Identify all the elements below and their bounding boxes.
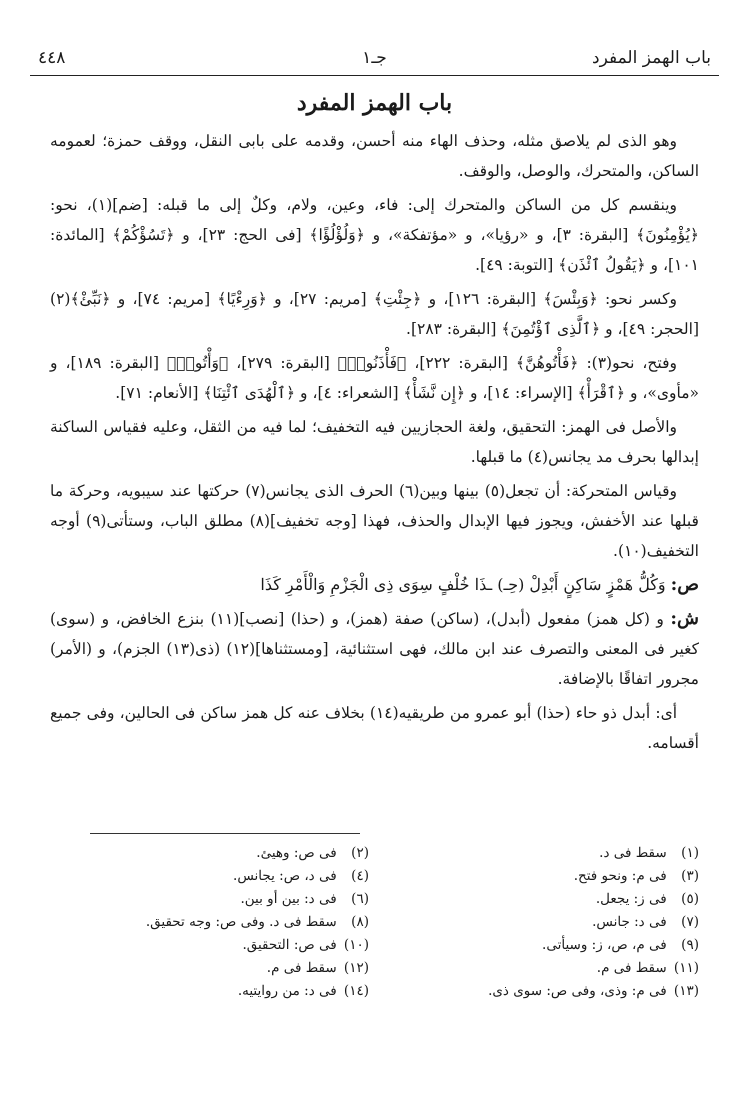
footnote: (٤) فى د، ص: يجانس.: [233, 868, 369, 884]
main-text: [50, 126, 699, 762]
verse-line: [50, 570, 699, 600]
running-header: [30, 44, 719, 74]
footnote: (١٣) فى م: وذى، وفى ص: سوى ذى.: [488, 983, 699, 999]
header-divider: [30, 75, 719, 76]
header-volume: جـ١: [362, 48, 387, 68]
paragraph-principle: والأصل فى الهمز: التحقيق، ولغة الحجازيين فيه التخفيف؛ لما فيه من الثقل، وعليه فقياس الساكنة إبدالها بحرف مد يجانس(٤) ما قبلها.: [50, 418, 699, 466]
paragraph-closing: أى: أبدل ذو حاء (حذا) أبو عمرو من طريقيه(١٤) بخلاف عنه كل همز ساكن فى الحالين، وفى جميع أقسامه.: [50, 704, 699, 752]
footnote: (٦) فى د: بين أو بين.: [240, 891, 369, 907]
footnote: (٨) سقط فى د. وفى ص: وجه تحقيق.: [145, 914, 369, 930]
footnote: (١) سقط فى د.: [599, 845, 699, 861]
footnote: (١٠) فى ص: التحقيق.: [242, 937, 369, 953]
paragraph-division: وينقسم كل من الساكن والمتحرك إلى: فاء، وعين، ولام، وكلٌ إلى ما قبله: [ضم](١)، نحو: ﴿يُؤْمِنُونَ﴾ [البقرة: ٣]، و «رؤيا»، و «مؤتفكة»، و ﴿وَلُؤْلُؤًا﴾ [فى الحج: ٢٣]، و ﴿تَسُؤْكُمْ﴾ [المائدة: ١٠١]، و ﴿يَقُولُ ٱئْذَن﴾ [التوبة: ٤٩].: [50, 196, 699, 274]
footnote: (٥) فى ز: يجعل.: [595, 891, 699, 907]
header-chapter-title: باب الهمز المفرد: [592, 48, 711, 68]
commentary-label: ش:: [670, 608, 699, 629]
page-number: ٤٤٨: [38, 48, 66, 68]
paragraph-analogy: وقياس المتحركة: أن تجعل(٥) بينها وبين(٦) الحرف الذى يجانس(٧) حركتها عند سيبويه، وحركة ما قبلها عند الأخفش، ويجوز فيها الإبدال والحذف، فهذا [وجه تخفيف](٨) مطلق الباب، وستأتى(٩) أوجه التخفيف(١٠).: [50, 482, 699, 560]
commentary-text: و (كل همز) مفعول (أبدل)، (ساكن) صفة (همز)، و (حذا) [نصب](١١) بنزع الخافض، و (سوى) كغير فى المعنى والتصرف عند ابن مالك، فهى استثنائية، [ومستثناها](١٢) (ذى(١٣) الجزم)، و (الأمر) مجرور اتفاقًا بالإضافة.: [50, 610, 699, 688]
footnote: (٣) فى م: ونحو فتح.: [573, 868, 699, 884]
footnotes-column-odd: [369, 842, 699, 1003]
footnote: (١١) سقط فى م.: [596, 960, 699, 976]
commentary-block: [50, 604, 699, 694]
footnote: (١٤) فى د: من روايتيه.: [237, 983, 369, 999]
paragraph-fath: وفتح، نحو(٣): ﴿فَأْتُوهُنَّ﴾ [البقرة: ٢٢٢]، ﴿فَأْذَنُوا۟﴾ [البقرة: ٢٧٩]، ﴿وَأْتُوا۟﴾ [البقرة: ١٨٩]، و «مأوى»، و ﴿ٱقْرَأْ﴾ [الإسراء: ١٤]، و ﴿إِن نَّشَأْ﴾ [الشعراء: ٤]، و ﴿ٱلْهُدَى ٱئْتِنَا﴾ [الأنعام: ٧١].: [50, 354, 699, 402]
footnote: (١٢) سقط فى م.: [266, 960, 369, 976]
footnote-divider: [90, 833, 360, 834]
footnote: (٩) فى م، ص، ز: وسيأتى.: [542, 937, 699, 953]
footnote: (٧) فى د: جانس.: [592, 914, 699, 930]
paragraph-kasr: وكسر نحو: ﴿وَبِئْسَ﴾ [البقرة: ١٢٦]، و ﴿جِئْتِ﴾ [مريم: ٢٧]، و ﴿وَرِءْيًا﴾ [مريم: ٧٤]، و ﴿نَبِّئْ﴾(٢) [الحجر: ٤٩]، و ﴿ٱلَّذِى ٱؤْتُمِنَ﴾ [البقرة: ٢٨٣].: [50, 290, 699, 338]
verse-label: ص:: [670, 574, 699, 595]
verse-text: وَكُلُّ هَمْزٍ سَاكِنٍ أَبْدِلْ (حِـ) ـذَا خُلْفٍ سِوَى ذِى الْجَزْمِ وَالْأَمْرِ كَذَا: [260, 575, 666, 594]
footnote: (٢) فى ص: وهيئ.: [256, 845, 369, 861]
paragraph-intro: وهو الذى لم يلاصق مثله، وحذف الهاء منه أحسن، وقدمه على بابى النقل، ووقف حمزة؛ لعمومه الساكن، والمتحرك، والوصل، والوقف.: [50, 132, 699, 180]
section-title: باب الهمز المفرد: [296, 90, 453, 116]
footnotes-column-even: [39, 842, 369, 1003]
